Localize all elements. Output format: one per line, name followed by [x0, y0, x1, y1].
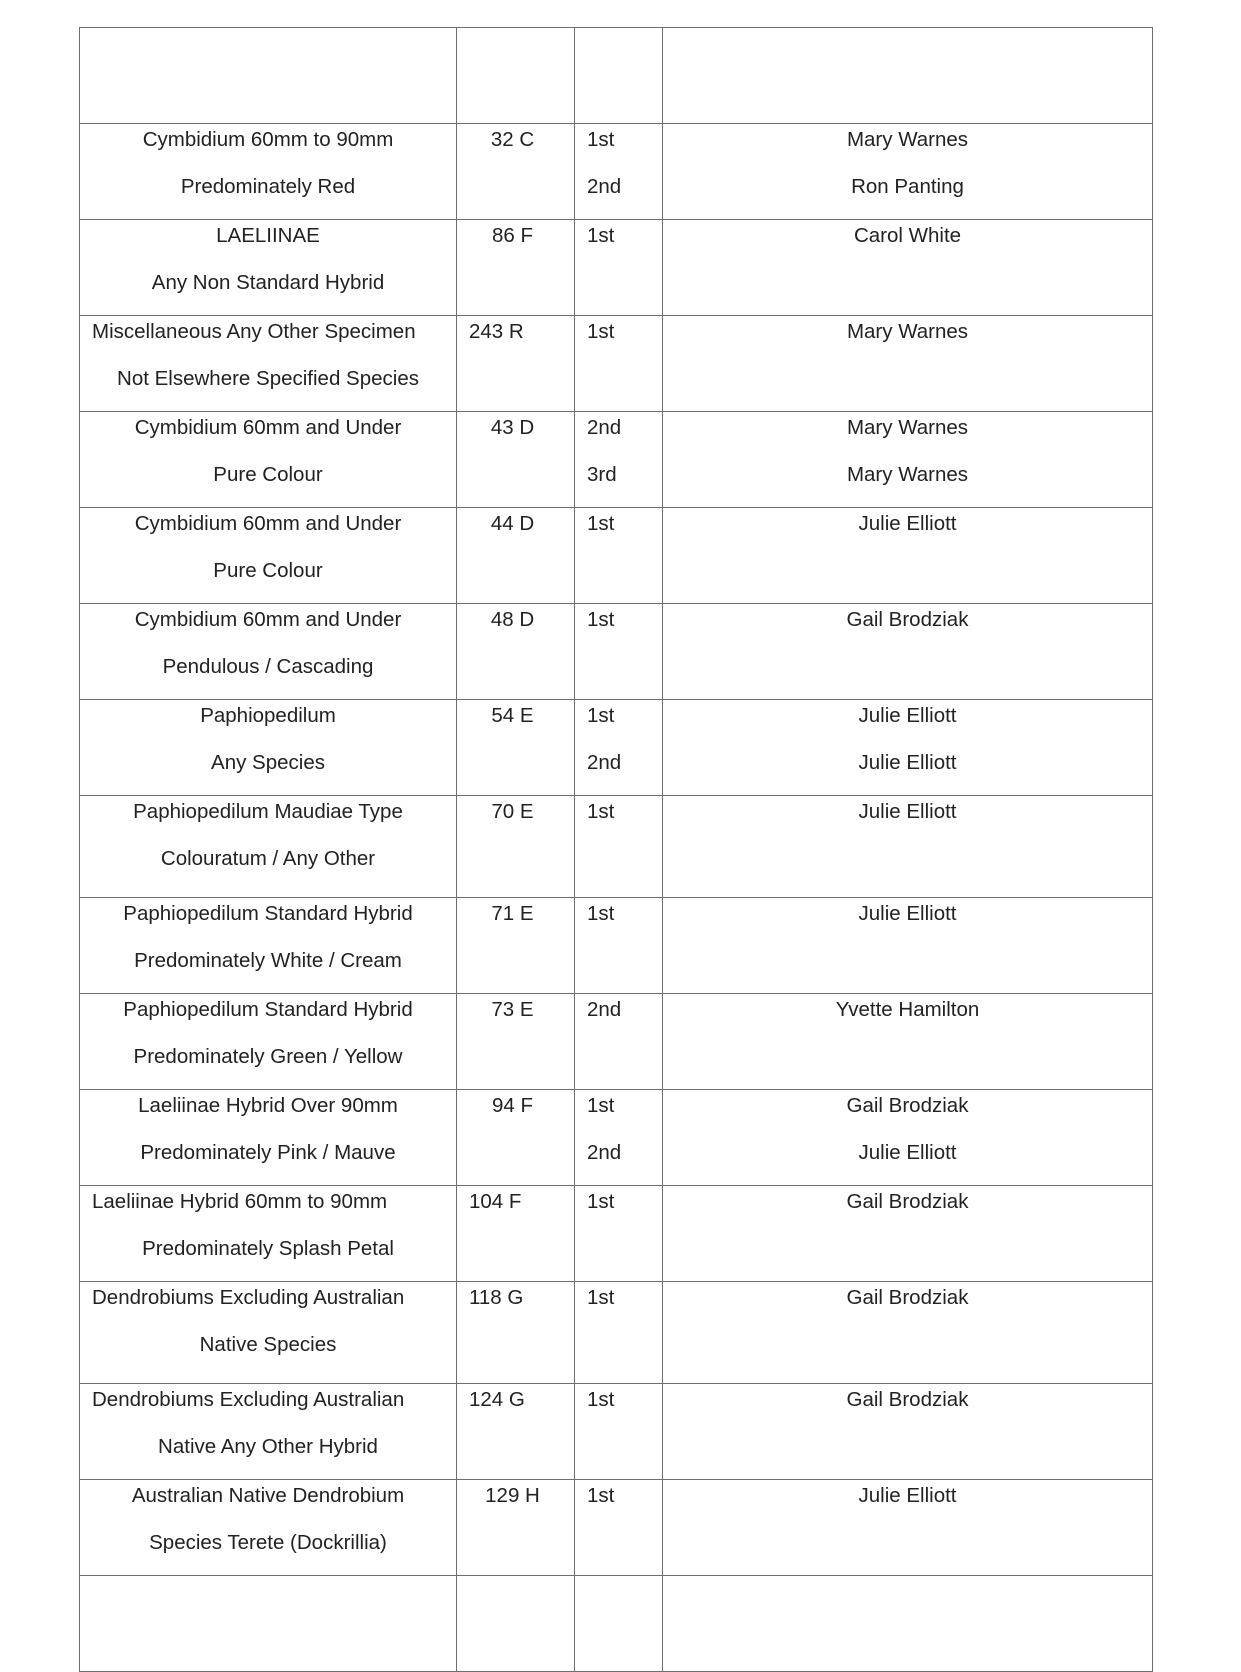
exhibitor-cell: [663, 124, 1153, 220]
class-number: 54 E: [491, 704, 534, 727]
class-description-cell: [80, 1186, 457, 1282]
table-row: [80, 1186, 1153, 1282]
placing: 1st: [587, 224, 615, 247]
class-number: 124 G: [469, 1388, 525, 1411]
class-name-line: Laeliinae Hybrid 60mm to 90mm: [92, 1190, 388, 1213]
class-number: 104 F: [469, 1190, 522, 1213]
class-number-cell: [457, 28, 575, 124]
class-description-cell: [80, 1576, 457, 1672]
exhibitor-cell: [663, 220, 1153, 316]
table-row: [80, 124, 1153, 220]
table-row: [80, 700, 1153, 796]
class-description-cell: [80, 1282, 457, 1384]
exhibitor-name: Yvette Hamilton: [835, 998, 980, 1021]
class-name-line: Paphiopedilum Standard Hybrid: [123, 902, 413, 925]
class-description-cell: [80, 796, 457, 898]
class-description-cell: [80, 28, 457, 124]
placing: 3rd: [587, 463, 617, 486]
exhibitor-name: Gail Brodziak: [846, 608, 969, 631]
exhibitor-cell: [663, 1186, 1153, 1282]
class-number-cell: [457, 1186, 575, 1282]
class-detail-line: Colouratum / Any Other: [160, 847, 376, 870]
class-number-cell: [457, 124, 575, 220]
exhibitor-cell: [663, 412, 1153, 508]
class-number-cell: [457, 796, 575, 898]
class-name-line: [80, 1577, 456, 1624]
class-detail-line: Not Elsewhere Specified Species: [117, 367, 419, 390]
placing-cell: [575, 1282, 663, 1384]
exhibitor-cell: [663, 898, 1153, 994]
class-name-line: Paphiopedilum: [200, 704, 336, 727]
class-number: 243 R: [469, 320, 524, 343]
class-detail-line: Predominately Pink / Mauve: [140, 1141, 396, 1164]
class-number: 129 H: [485, 1484, 540, 1507]
class-description-cell: [80, 1480, 457, 1576]
class-number: 73 E: [491, 998, 534, 1021]
placing-cell: [575, 898, 663, 994]
exhibitor-name: Gail Brodziak: [846, 1190, 969, 1213]
class-name-line: Paphiopedilum Maudiae Type: [133, 800, 403, 823]
class-number-cell: [457, 412, 575, 508]
class-number: 94 F: [491, 1094, 534, 1117]
class-number-cell: [457, 1282, 575, 1384]
exhibitor-cell: [663, 1384, 1153, 1480]
exhibitor-name: Ron Panting: [851, 175, 964, 198]
exhibitor-name: Mary Warnes: [846, 463, 969, 486]
placing-cell: [575, 508, 663, 604]
class-description-cell: [80, 1384, 457, 1480]
table-row: [80, 1384, 1153, 1480]
placing: 1st: [587, 320, 615, 343]
class-number: 86 F: [491, 224, 534, 247]
placing: 1st: [587, 512, 615, 535]
class-detail-line: Any Species: [211, 751, 325, 774]
class-detail-line: Predominately Splash Petal: [142, 1237, 394, 1260]
class-name-line: Miscellaneous Any Other Specimen: [92, 320, 416, 343]
placing: 2nd: [587, 1141, 622, 1164]
exhibitor-name: Gail Brodziak: [846, 1094, 969, 1117]
exhibitor-name: Mary Warnes: [846, 320, 969, 343]
class-detail-line: Pure Colour: [213, 463, 323, 486]
placing-cell: [575, 700, 663, 796]
placing: 1st: [587, 800, 615, 823]
class-number: 48 D: [490, 608, 535, 631]
table-row: [80, 898, 1153, 994]
class-number-cell: [457, 700, 575, 796]
class-number: 32 C: [490, 128, 535, 151]
placing-cell: [575, 994, 663, 1090]
class-name-line: Dendrobiums Excluding Australian: [92, 1388, 405, 1411]
exhibitor-name: Mary Warnes: [846, 128, 969, 151]
table-row: [80, 28, 1153, 124]
class-number: 43 D: [490, 416, 535, 439]
class-description-cell: [80, 220, 457, 316]
exhibitor-cell: [663, 796, 1153, 898]
class-detail-line: [80, 76, 456, 123]
placing-cell: [575, 124, 663, 220]
exhibitor-name: Julie Elliott: [858, 800, 957, 823]
exhibitor-cell: [663, 700, 1153, 796]
class-number-cell: [457, 898, 575, 994]
table-row: [80, 1090, 1153, 1186]
placing-cell: [575, 220, 663, 316]
class-name-line: Laeliinae Hybrid Over 90mm: [138, 1094, 398, 1117]
table-row: [80, 316, 1153, 412]
class-description-cell: [80, 1090, 457, 1186]
class-number: 71 E: [491, 902, 534, 925]
class-detail-line: Any Non Standard Hybrid: [151, 271, 385, 294]
exhibitor-name: Julie Elliott: [858, 512, 957, 535]
placing: 1st: [587, 1094, 615, 1117]
class-name-line: LAELIINAE: [216, 224, 320, 247]
placing-cell: [575, 316, 663, 412]
class-number: [457, 1577, 574, 1624]
class-description-cell: [80, 604, 457, 700]
placing-cell: [575, 1186, 663, 1282]
table-row: [80, 1576, 1153, 1672]
class-detail-line: Pendulous / Cascading: [162, 655, 374, 678]
placing: 2nd: [587, 751, 622, 774]
class-detail-line: [80, 1624, 456, 1671]
placing-cell: [575, 412, 663, 508]
exhibitor-name: Carol White: [853, 224, 962, 247]
class-description-cell: [80, 898, 457, 994]
exhibitor-name: Julie Elliott: [858, 704, 957, 727]
placing: 1st: [587, 128, 615, 151]
placing-cell: [575, 1384, 663, 1480]
class-number: 118 G: [469, 1286, 524, 1309]
class-description-cell: [80, 412, 457, 508]
table-row: [80, 994, 1153, 1090]
class-number-cell: [457, 1576, 575, 1672]
exhibitor-name: Julie Elliott: [858, 902, 957, 925]
class-detail-line: Native Species: [199, 1333, 337, 1356]
class-description-cell: [80, 508, 457, 604]
exhibitor-cell: [663, 994, 1153, 1090]
class-number-cell: [457, 220, 575, 316]
exhibitor-name: Julie Elliott: [858, 1141, 957, 1164]
placing-cell: [575, 604, 663, 700]
results-body: [80, 28, 1153, 1672]
placing-cell: [575, 28, 663, 124]
class-name-line: Dendrobiums Excluding Australian: [92, 1286, 405, 1309]
class-number-cell: [457, 994, 575, 1090]
class-name-line: Cymbidium 60mm to 90mm: [142, 128, 394, 151]
class-detail-line: Predominately White / Cream: [134, 949, 402, 972]
table-row: [80, 1282, 1153, 1384]
class-number: 44 D: [490, 512, 535, 535]
exhibitor-cell: [663, 1090, 1153, 1186]
class-number-cell: [457, 1384, 575, 1480]
class-description-cell: [80, 316, 457, 412]
exhibitor-cell: [663, 1282, 1153, 1384]
placing: 1st: [587, 704, 615, 727]
exhibitor-name: Gail Brodziak: [846, 1286, 969, 1309]
class-detail-line: Pure Colour: [213, 559, 323, 582]
class-number: 70 E: [491, 800, 534, 823]
class-number-cell: [457, 508, 575, 604]
placing-cell: [575, 796, 663, 898]
placing: 1st: [587, 1286, 615, 1309]
table-row: [80, 1480, 1153, 1576]
table-row: [80, 604, 1153, 700]
placing-cell: [575, 1090, 663, 1186]
class-name-line: Cymbidium 60mm and Under: [134, 416, 402, 439]
table-row: [80, 796, 1153, 898]
placing: 1st: [587, 902, 615, 925]
exhibitor-cell: [663, 604, 1153, 700]
class-number-cell: [457, 1090, 575, 1186]
class-number-cell: [457, 1480, 575, 1576]
exhibitor-cell: [663, 1576, 1153, 1672]
class-description-cell: [80, 994, 457, 1090]
table-row: [80, 508, 1153, 604]
placing-cell: [575, 1576, 663, 1672]
placing: 1st: [587, 608, 615, 631]
class-description-cell: [80, 700, 457, 796]
class-description-cell: [80, 124, 457, 220]
exhibitor-name: Gail Brodziak: [846, 1388, 969, 1411]
class-detail-line: Predominately Green / Yellow: [133, 1045, 403, 1068]
exhibitor-name: Julie Elliott: [858, 751, 957, 774]
class-name-line: Cymbidium 60mm and Under: [134, 512, 402, 535]
class-number-cell: [457, 316, 575, 412]
exhibitor-cell: [663, 1480, 1153, 1576]
results-table: [79, 27, 1153, 1672]
placing: 1st: [587, 1484, 615, 1507]
class-name-line: [80, 29, 456, 76]
placing: 2nd: [587, 998, 622, 1021]
placing: 1st: [587, 1388, 615, 1411]
table-row: [80, 220, 1153, 316]
exhibitor-cell: [663, 28, 1153, 124]
class-name-line: Paphiopedilum Standard Hybrid: [123, 998, 413, 1021]
class-detail-line: Predominately Red: [180, 175, 356, 198]
class-detail-line: Native Any Other Hybrid: [158, 1435, 378, 1458]
placing: 1st: [587, 1190, 615, 1213]
placing: 2nd: [587, 416, 622, 439]
class-number: [457, 29, 574, 76]
placing-cell: [575, 1480, 663, 1576]
exhibitor-name: Mary Warnes: [846, 416, 969, 439]
class-name-line: Australian Native Dendrobium: [131, 1484, 405, 1507]
class-number-cell: [457, 604, 575, 700]
placing: 2nd: [587, 175, 622, 198]
class-detail-line: Species Terete (Dockrillia): [149, 1531, 387, 1554]
exhibitor-cell: [663, 316, 1153, 412]
exhibitor-name: Julie Elliott: [858, 1484, 957, 1507]
class-name-line: Cymbidium 60mm and Under: [134, 608, 402, 631]
table-row: [80, 412, 1153, 508]
exhibitor-cell: [663, 508, 1153, 604]
